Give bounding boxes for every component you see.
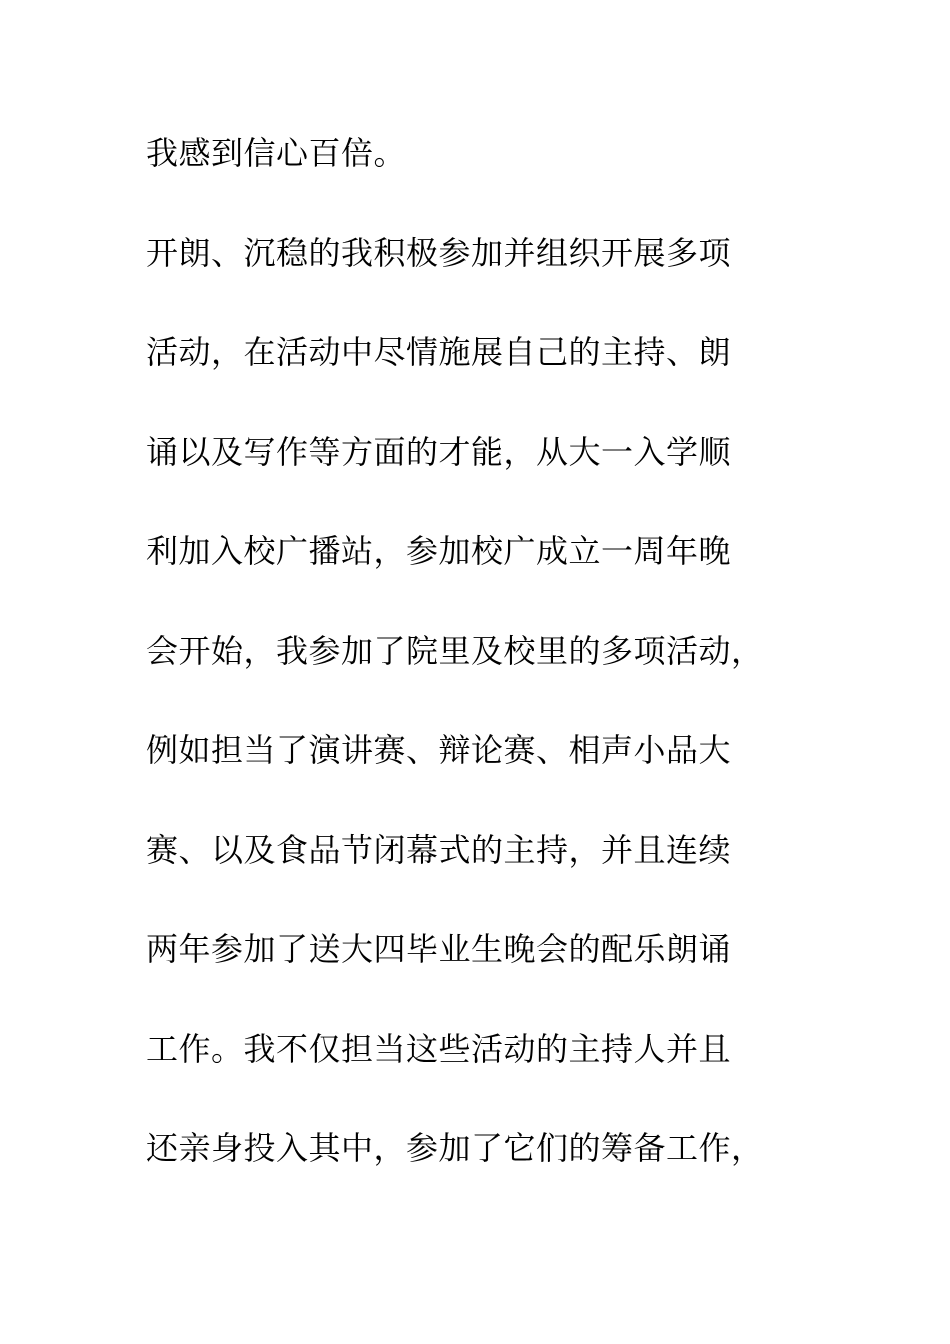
text-line-9: 两年参加了送大四毕业生晚会的配乐朗诵 xyxy=(146,930,732,968)
text-line-6: 会开始，我参加了院里及校里的多项活动， xyxy=(146,631,764,670)
text-line-7: 例如担当了演讲赛、辩论赛、相声小品大 xyxy=(146,731,732,769)
text-line-11: 还亲身投入其中，参加了它们的筹备工作， xyxy=(146,1129,764,1167)
text-line-8: 赛、以及食品节闭幕式的主持，并且连续 xyxy=(146,830,732,869)
text-line-2: 开朗、沉稳的我积极参加并组织开展多项 xyxy=(146,233,732,272)
text-line-10: 工作。我不仅担当这些活动的主持人并且 xyxy=(146,1029,732,1068)
text-line-4: 诵以及写作等方面的才能，从大一入学顺 xyxy=(146,432,732,471)
body-text xyxy=(146,126,846,1221)
text-line-5: 利加入校广播站，参加校广成立一周年晚 xyxy=(146,532,732,570)
text-line-1: 我感到信心百倍。 xyxy=(146,134,407,172)
text-line-3: 活动，在活动中尽情施展自己的主持、朗 xyxy=(146,333,732,371)
